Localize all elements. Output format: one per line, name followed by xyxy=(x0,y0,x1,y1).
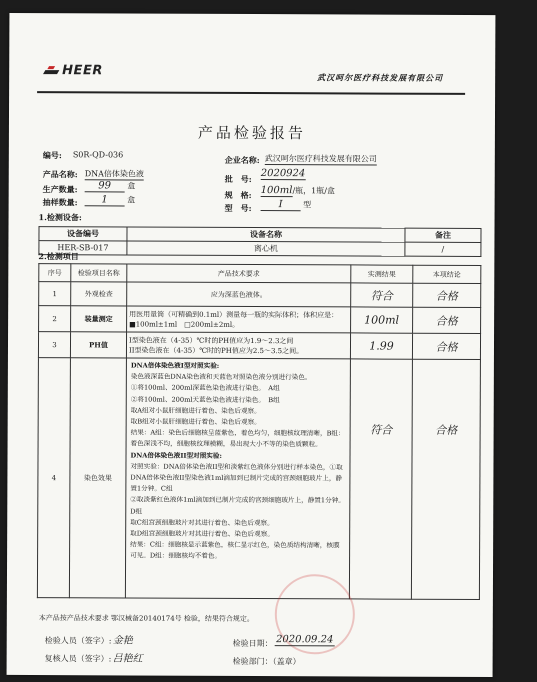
inspector-label: 检验人员（签字）: xyxy=(44,636,112,646)
row-no: 1 xyxy=(39,282,71,306)
stain-line: DNA倍体染色液I型对照实验: xyxy=(130,361,220,370)
header-result: 实测结果 xyxy=(351,265,413,283)
row-conclusion: 合格 xyxy=(413,283,481,307)
model-label: 型 号: xyxy=(224,202,252,214)
stain-line: 取D组宫颈细胞玻片对其进行着色、染色后观察。 xyxy=(130,529,274,539)
row-result: 1.99 xyxy=(350,333,412,359)
sample-unit: 盒 xyxy=(127,195,136,205)
reviewer-label: 复核人员（签字）: xyxy=(44,654,112,664)
report-page xyxy=(7,13,496,677)
inspection-table xyxy=(37,263,481,600)
production-value: 99 xyxy=(85,180,125,192)
equipment-header-code: 设备编号 xyxy=(39,227,127,241)
stain-requirement-detail xyxy=(125,358,350,599)
row-no: 2 xyxy=(39,306,71,332)
reviewer-signature: 吕艳红 xyxy=(112,653,143,665)
equipment-header-note: 备注 xyxy=(405,228,481,242)
equipment-section-title: 1.检测设备: xyxy=(38,212,82,223)
row-result: 100ml xyxy=(351,307,413,333)
product-label: 产品名称: xyxy=(42,169,78,180)
equipment-name: 离心机 xyxy=(127,241,405,256)
stain-line: 染色液深蓝色DNA染色液和天蓝色对照染色液分别进行染色。 xyxy=(130,372,312,382)
product-value: DNA倍体染色液 xyxy=(84,169,144,179)
header-company-name: 武汉呵尔医疗科技发展有限公司 xyxy=(317,72,444,83)
inspection-header-row xyxy=(39,264,481,284)
model-suffix: 型 xyxy=(303,200,312,210)
header-no: 序号 xyxy=(39,264,71,282)
row-item-name: 装量测定 xyxy=(71,306,127,332)
row-requirement: 应为深蓝色液体。 xyxy=(127,282,351,307)
stain-line: 结果：C组：细胞核显示蓝紫色，核仁显示红色，染色质结构清晰，核膜可见。D组：细胞核均不着色。 xyxy=(130,540,340,561)
spec-suffix: /瓶，1瓶/盒 xyxy=(292,186,335,196)
code-label: 编号: xyxy=(42,150,62,161)
stain-line: ②取淡紫红色液体1ml滴加到已制片完成的宫颈细胞玻片上，静置1分钟。D组 xyxy=(130,495,345,516)
table-row xyxy=(38,332,480,360)
row-no: 3 xyxy=(38,332,70,358)
row-item-name: PH值 xyxy=(70,332,126,358)
row-conclusion: 合格 xyxy=(411,359,480,599)
sample-label: 抽样数量: xyxy=(42,197,78,208)
stain-line: ②将100ml、200ml天蓝色染色液进行染色。 B组 xyxy=(130,395,280,404)
equipment-table xyxy=(38,226,481,257)
compliance-note: 本产品按产品技术要求 鄂汉械备20140174号 检验，结果符合规定。 xyxy=(38,614,254,624)
code-value: S0R-QD-036 xyxy=(72,150,124,160)
header-divider xyxy=(37,91,465,95)
batch-label: 批 号: xyxy=(224,173,252,185)
equipment-row xyxy=(39,241,481,257)
row-result: 符合 xyxy=(349,359,412,599)
table-row xyxy=(39,306,481,334)
spec-value: 100ml xyxy=(260,185,293,197)
stain-line: 取C组宫颈细胞玻片对其进行着色、染色后观察。 xyxy=(130,518,274,527)
header-conclusion: 本项结论 xyxy=(413,265,481,283)
company-logo xyxy=(43,63,103,78)
row-requirement: 用医用量筒（可精确到0.1ml）测量每一瓶的实际体积；体积应是：■100ml±1ml □200ml±2ml。 xyxy=(127,306,351,333)
batch-value: 2020924 xyxy=(260,168,306,180)
equipment-code: HER-SB-017 xyxy=(39,241,127,255)
row-conclusion: 合格 xyxy=(412,333,480,359)
row-conclusion: 合格 xyxy=(413,307,481,333)
date-label: 检验日期： xyxy=(232,638,273,649)
items-section-title: 2.检测项目 xyxy=(38,251,79,262)
production-unit: 盒 xyxy=(127,181,136,191)
sample-value: 1 xyxy=(85,194,125,206)
logo-mark-icon xyxy=(43,65,59,77)
stain-line: 结果：A组：染色后细胞核呈蓝紫色，着色均匀，细胞核纹理清晰，B组：着色深浅不均，细胞核纹理模糊，易出现大小不等的染色质颗粒。 xyxy=(130,428,345,449)
stain-line: 取A组对小鼠肝细胞进行着色、染色后观察。 xyxy=(130,406,261,415)
table-row xyxy=(37,358,480,600)
header-requirement: 产品技术要求 xyxy=(127,264,351,283)
stain-line: ①将100ml、200ml深蓝色染色液进行染色。 A组 xyxy=(130,383,280,393)
model-value: I xyxy=(261,199,301,211)
department-label: 检验部门：（盖章） xyxy=(232,656,301,667)
inspection-date: 2020.09.24 xyxy=(276,634,334,646)
header-item-name: 检验项目名称 xyxy=(71,264,127,282)
report-title: 产品检验报告 xyxy=(197,123,306,143)
row-no: 4 xyxy=(37,358,70,598)
equipment-header-name: 设备名称 xyxy=(127,227,405,242)
logo-text: HEER xyxy=(62,63,103,79)
row-item-name: 外观检查 xyxy=(71,282,127,306)
inspector-signature: 金艳 xyxy=(112,635,133,647)
enterprise-label: 企业名称: xyxy=(224,154,260,166)
stain-line: 取B组对小鼠肝细胞进行着色、染色后观察。 xyxy=(130,417,261,427)
spec-label: 规 格: xyxy=(224,189,252,201)
enterprise-value: 武汉呵尔医疗科技发展有限公司 xyxy=(264,154,377,164)
row-item-name: 染色效果 xyxy=(69,358,126,598)
stain-line: DNA倍体染色液II型对照实验: xyxy=(130,451,222,460)
equipment-note: / xyxy=(405,242,481,256)
row-result: 符合 xyxy=(351,283,413,307)
stain-line: 对照实验：DNA倍体染色液II型和淡紫红色液体分别进行样本染色，①取DNA倍体染色液II型染色液1ml滴加到已制片完成的宫颈细胞玻片上，静置1分钟。C组 xyxy=(130,462,343,493)
row-requirement: I型染色液在（4-35）℃时的PH值应为1.9～2.3之间 II型染色液在（4-35）℃时的PH值应为2.5～3.5之间。 xyxy=(126,332,350,359)
production-label: 生产数量: xyxy=(42,184,78,195)
table-row xyxy=(39,282,481,308)
